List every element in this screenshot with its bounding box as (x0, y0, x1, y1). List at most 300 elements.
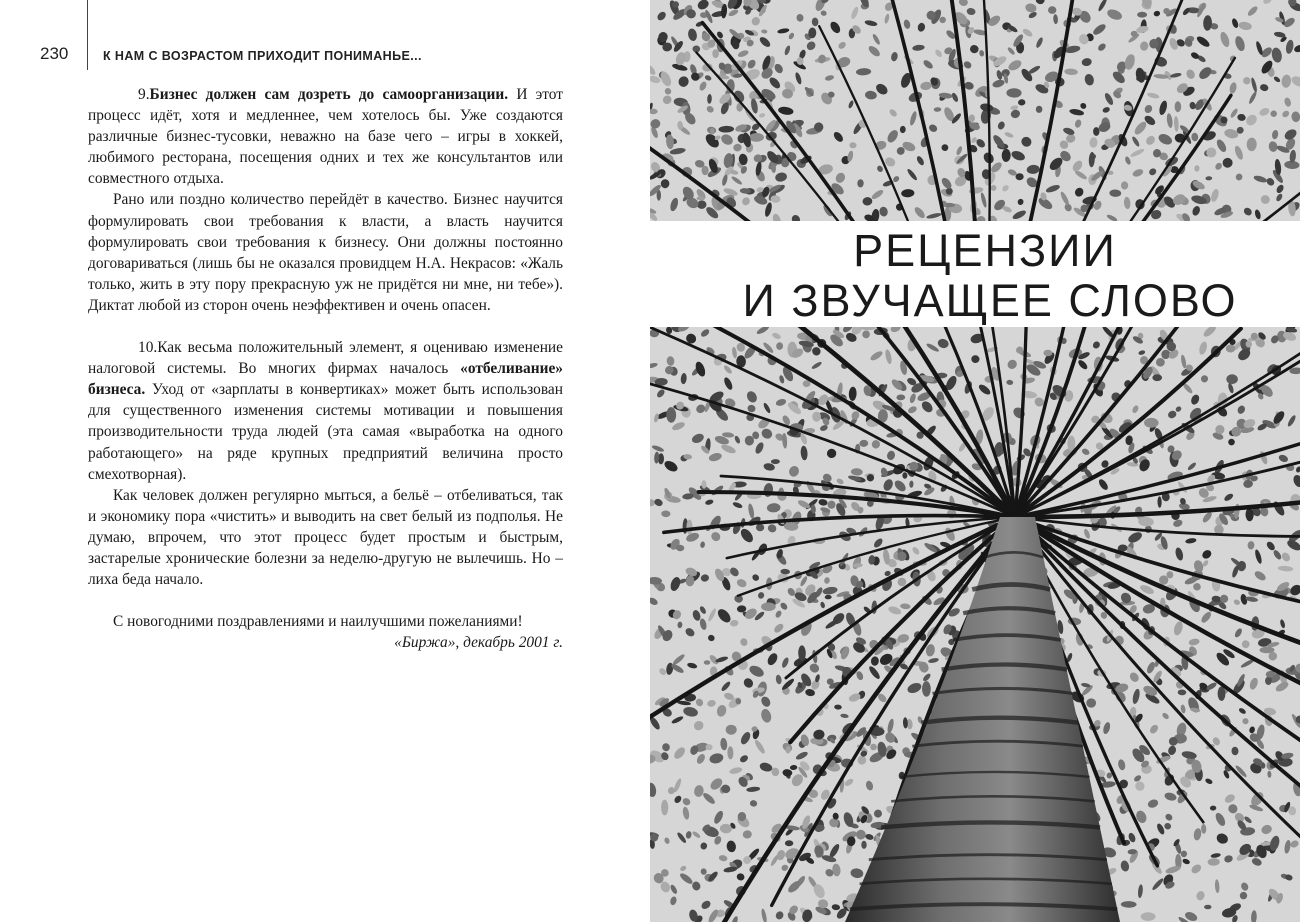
leaf (926, 212, 942, 220)
leaf (1010, 149, 1026, 162)
leaf (870, 743, 878, 750)
leaf (726, 840, 737, 853)
leaf (1271, 129, 1279, 139)
leaf (1238, 890, 1248, 900)
leaf (723, 376, 734, 391)
leaf (1241, 640, 1250, 649)
leaf (922, 59, 934, 71)
leaf (1238, 21, 1252, 31)
leaf (922, 672, 932, 682)
leaf (1285, 39, 1295, 54)
leaf (729, 766, 743, 775)
leaf (693, 784, 704, 797)
leaf (1185, 537, 1197, 544)
leaf (1251, 857, 1263, 867)
leaf (937, 338, 950, 350)
leaf (681, 797, 691, 807)
leaf (828, 20, 842, 35)
leaf (1284, 840, 1292, 855)
leaf (1148, 167, 1158, 177)
leaf (878, 206, 888, 217)
leaf (1203, 15, 1212, 31)
leaf (727, 746, 733, 759)
leaf (676, 831, 687, 844)
leaf (679, 865, 687, 872)
leaf (698, 80, 708, 91)
leaf (861, 841, 867, 849)
leaf (701, 791, 716, 805)
leaf (1233, 599, 1241, 606)
leaf (1253, 174, 1268, 183)
leaf (1240, 881, 1250, 892)
leaf (979, 50, 985, 57)
leaf (1021, 27, 1033, 38)
leaf (825, 447, 838, 460)
leaf (951, 92, 960, 103)
leaf (850, 6, 860, 20)
leaf (718, 126, 734, 133)
leaf (762, 402, 771, 414)
leaf (800, 445, 808, 460)
leaf (890, 327, 902, 333)
leaf (774, 910, 785, 921)
leaf (1268, 141, 1278, 153)
leaf (1131, 404, 1139, 414)
leaf (971, 355, 980, 364)
leaf (1260, 194, 1271, 205)
leaf (700, 868, 707, 876)
leaf (1007, 46, 1016, 55)
leaf (729, 619, 739, 627)
leaf (677, 327, 691, 333)
leaf (1272, 549, 1283, 561)
leaf (886, 718, 894, 734)
leaf (1182, 858, 1191, 865)
leaf (663, 87, 672, 96)
leaf (1157, 132, 1174, 147)
leaf (1106, 7, 1124, 21)
leaf (1275, 193, 1284, 203)
leaf (1124, 156, 1132, 166)
leaf (867, 665, 881, 681)
leaf (672, 745, 687, 760)
leaf (731, 175, 744, 186)
leaf (1079, 102, 1087, 110)
leaf (870, 188, 884, 200)
leaf (824, 618, 840, 630)
leaf (872, 537, 884, 549)
leaf (1225, 344, 1235, 353)
leaf (768, 76, 782, 91)
leaf (709, 530, 722, 543)
leaf (761, 602, 776, 611)
leaf (1102, 106, 1111, 113)
leaf (684, 626, 696, 638)
leaf (867, 44, 882, 58)
leaf (1015, 173, 1023, 180)
folio-divider (87, 0, 88, 70)
leaf (887, 605, 902, 616)
leaf (767, 523, 778, 534)
leaf (1121, 901, 1137, 908)
leaf (958, 0, 969, 7)
leaf (732, 501, 743, 509)
leaf (1002, 149, 1011, 162)
leaf (759, 695, 772, 709)
leaf (664, 837, 671, 845)
leaf (784, 45, 792, 56)
leaf (1290, 74, 1300, 89)
leaf (1227, 382, 1234, 393)
leaf (760, 708, 773, 724)
leaf (700, 574, 710, 583)
leaf (827, 500, 836, 509)
leaf (1145, 661, 1156, 675)
leaf (705, 499, 714, 506)
leaf (660, 178, 671, 189)
leaf (1117, 759, 1126, 771)
leaf (909, 480, 914, 487)
leaf (788, 32, 795, 40)
leaf (1191, 205, 1201, 217)
leaf (808, 662, 821, 675)
leaf (1273, 76, 1281, 84)
leaf (1136, 25, 1150, 34)
leaf (742, 830, 752, 839)
paragraph-text: Как весьма положительный элемент, я оцениваю изменение налоговой системы. Во многих фирмах началось (88, 339, 563, 378)
leaf (700, 899, 712, 911)
leaf (795, 750, 809, 761)
leaf (656, 388, 666, 399)
leaf (656, 10, 668, 22)
leaf (1148, 723, 1159, 735)
leaf (1144, 134, 1156, 147)
leaf (1236, 404, 1246, 415)
leaf (862, 197, 872, 206)
paragraph-9 (88, 84, 563, 189)
leaf (1158, 100, 1168, 116)
leaf (1289, 839, 1300, 849)
leaf (1190, 863, 1203, 876)
leaf (776, 342, 784, 350)
leaf (661, 94, 673, 106)
leaf (790, 765, 798, 771)
leaf (794, 72, 802, 85)
leaf (1174, 116, 1179, 132)
leaf (665, 662, 673, 675)
leaf (1248, 91, 1258, 105)
leaf (774, 610, 782, 619)
leaf (1247, 541, 1255, 550)
leaf (825, 595, 832, 600)
paragraph-10 (88, 337, 563, 485)
leaf (775, 674, 782, 684)
leaf (834, 704, 842, 710)
leaf (862, 330, 871, 339)
leaf (756, 524, 764, 532)
leaf (843, 777, 854, 787)
leaf (890, 51, 898, 62)
leaf (909, 393, 917, 404)
leaf (1106, 214, 1118, 221)
leaf (1089, 137, 1098, 148)
leaf (940, 176, 954, 190)
leaf (1278, 453, 1289, 463)
leaf (907, 405, 918, 415)
leaf (1097, 478, 1109, 492)
leaf (721, 174, 728, 186)
leaf (705, 105, 715, 114)
leaf (1123, 197, 1130, 210)
leaf (669, 884, 678, 895)
leaf (1143, 104, 1153, 115)
leaf (1077, 359, 1089, 371)
leaf (739, 754, 750, 764)
leaf (1153, 10, 1161, 17)
leaf (677, 75, 691, 89)
leaf (733, 143, 743, 152)
leaf (855, 828, 867, 840)
leaf (1001, 184, 1010, 193)
leaf (1020, 135, 1034, 148)
leaf (671, 715, 684, 725)
leaf (850, 867, 864, 878)
leaf (1006, 379, 1013, 385)
leaf (1134, 780, 1147, 793)
leaf (900, 126, 906, 133)
section-title (650, 221, 1300, 327)
leaf (1260, 823, 1273, 835)
leaf (1139, 41, 1149, 52)
leaf (1194, 165, 1200, 172)
leaf (1246, 5, 1259, 18)
leaf (1172, 518, 1183, 528)
leaf (686, 520, 692, 535)
leaf (1219, 31, 1231, 48)
leaf (1205, 176, 1212, 181)
leaf (699, 618, 708, 631)
tree-canopy-photo-top (650, 0, 1300, 221)
leaf (1250, 77, 1258, 93)
leaf (734, 435, 742, 444)
leaf (1121, 181, 1128, 189)
leaf (1091, 340, 1101, 350)
leaf (773, 622, 785, 634)
running-head: К НАМ С ВОЗРАСТОМ ПРИХОДИТ ПОНИМАНЬЕ... (103, 49, 422, 63)
leaf (702, 166, 709, 175)
leaf (859, 439, 868, 447)
leaf (1083, 73, 1095, 87)
leaf (1025, 3, 1038, 14)
leaf (700, 842, 708, 850)
leaf (822, 586, 838, 596)
paragraph (88, 485, 563, 590)
leaf (1093, 127, 1100, 136)
leaf (1188, 638, 1200, 646)
leaf (1248, 677, 1259, 691)
leaf (1210, 853, 1221, 859)
leaf (865, 833, 875, 841)
leaf (742, 676, 755, 689)
leaf (926, 342, 940, 353)
leaf (1133, 774, 1142, 783)
tree-trunk-photo-bottom (650, 327, 1300, 922)
leaf (771, 213, 782, 221)
leaf (1175, 101, 1182, 112)
leaf (696, 0, 710, 11)
leaf (777, 28, 790, 35)
leaf (1210, 805, 1217, 811)
leaf (739, 730, 752, 745)
leaf (1156, 822, 1166, 835)
leaf (1283, 97, 1292, 108)
leaf (691, 880, 702, 891)
leaf (1226, 374, 1238, 384)
leaf (913, 205, 927, 219)
leaf (771, 459, 780, 464)
leaf (1201, 824, 1207, 834)
leaf (1281, 74, 1292, 88)
leaf (745, 389, 759, 404)
leaf (669, 896, 677, 906)
leaf (750, 98, 759, 114)
leaf (1128, 671, 1140, 684)
leaf (1166, 113, 1173, 128)
leaf (1244, 113, 1259, 128)
leaf (1102, 721, 1111, 734)
leaf (719, 132, 734, 147)
leaf (869, 350, 884, 363)
leaf (1198, 341, 1208, 356)
leaf (888, 108, 898, 118)
leaf (748, 663, 766, 679)
leaf (669, 576, 682, 593)
leaf (741, 196, 752, 207)
leaf (977, 383, 992, 397)
leaf (906, 168, 918, 182)
leaf (1215, 832, 1230, 846)
paragraph-number: 9. (138, 86, 150, 103)
leaf (1157, 496, 1161, 508)
leaf (1164, 791, 1178, 802)
leaf (661, 742, 670, 752)
leaf (1259, 83, 1269, 92)
leaf (720, 443, 737, 455)
leaf (1151, 877, 1165, 891)
leaf (1141, 912, 1156, 921)
leaf (1242, 206, 1253, 217)
leaf (1295, 466, 1300, 474)
branch (845, 0, 980, 221)
leaf (912, 44, 925, 51)
leaf (1293, 44, 1300, 54)
leaf (820, 10, 827, 17)
leaf (700, 541, 706, 548)
leaf (682, 806, 690, 820)
leaf (928, 657, 939, 664)
leaf (1172, 620, 1184, 636)
leaf (758, 112, 765, 118)
leaf (1152, 374, 1162, 381)
leaf (1026, 164, 1040, 174)
leaf (758, 35, 772, 48)
leaf (767, 503, 781, 513)
right-page (650, 0, 1300, 922)
body-text (88, 84, 563, 653)
leaf (695, 753, 706, 766)
leaf (906, 681, 923, 695)
leaf (1097, 0, 1108, 12)
leaf (787, 464, 800, 478)
leaf (753, 739, 766, 755)
leaf (1267, 771, 1271, 778)
leaf (941, 144, 948, 151)
leaf (934, 48, 943, 58)
leaf (1243, 77, 1251, 85)
leaf (726, 725, 737, 735)
leaf (666, 407, 676, 423)
leaf (747, 503, 755, 519)
bold-thesis: Бизнес должен сам дозреть до самоорганизации. (149, 86, 509, 103)
leaf (920, 81, 933, 91)
paragraph-text: Уход от «зарплаты в конвертиках» может быть использован для существенного изменения системы мотивации и повышения производительности труда людей (эта самая «выработка на одного работающего» на ряде крупных предприятий величина просто смехотворная). (88, 381, 563, 483)
leaf (1144, 418, 1159, 428)
leaf (770, 854, 780, 867)
leaf (817, 54, 827, 65)
leaf (1164, 812, 1174, 822)
leaf (934, 107, 942, 112)
leaf (943, 526, 956, 542)
bold-thesis: «отбеливание» бизнеса. (88, 360, 563, 399)
leaf (707, 608, 717, 623)
leaf (1131, 688, 1141, 704)
leaf (1265, 176, 1276, 187)
leaf (1004, 131, 1014, 138)
leaf (1130, 148, 1146, 159)
paragraph-number: 10. (138, 339, 158, 357)
leaf (781, 657, 790, 669)
greeting-text: С новогодними поздравлениями и наилучшими пожеланиями! (113, 613, 523, 631)
leaf (1254, 549, 1263, 565)
section-title-line-2: И ЗВУЧАЩЕЕ СЛОВО (742, 275, 1238, 326)
leaf (1163, 822, 1172, 831)
leaf (1223, 854, 1233, 863)
leaf (650, 499, 655, 506)
leaf (1191, 132, 1199, 141)
leaf (760, 427, 774, 441)
leaf (1193, 559, 1205, 573)
leaf (1278, 565, 1294, 572)
leaf (966, 7, 976, 16)
leaf (831, 904, 840, 911)
leaf (718, 854, 728, 862)
leaf (884, 349, 892, 365)
leaf (708, 752, 724, 765)
leaf (779, 601, 789, 611)
leaf (739, 637, 749, 647)
leaf (1195, 890, 1206, 902)
leaf (1200, 610, 1213, 624)
leaf (1275, 183, 1285, 194)
leaf (1187, 461, 1197, 471)
leaf (691, 609, 701, 622)
leaf (707, 634, 716, 642)
leaf (1262, 0, 1273, 5)
leaf (658, 667, 667, 677)
leaf (782, 769, 792, 777)
leaf (969, 44, 979, 54)
leaf (687, 28, 698, 42)
